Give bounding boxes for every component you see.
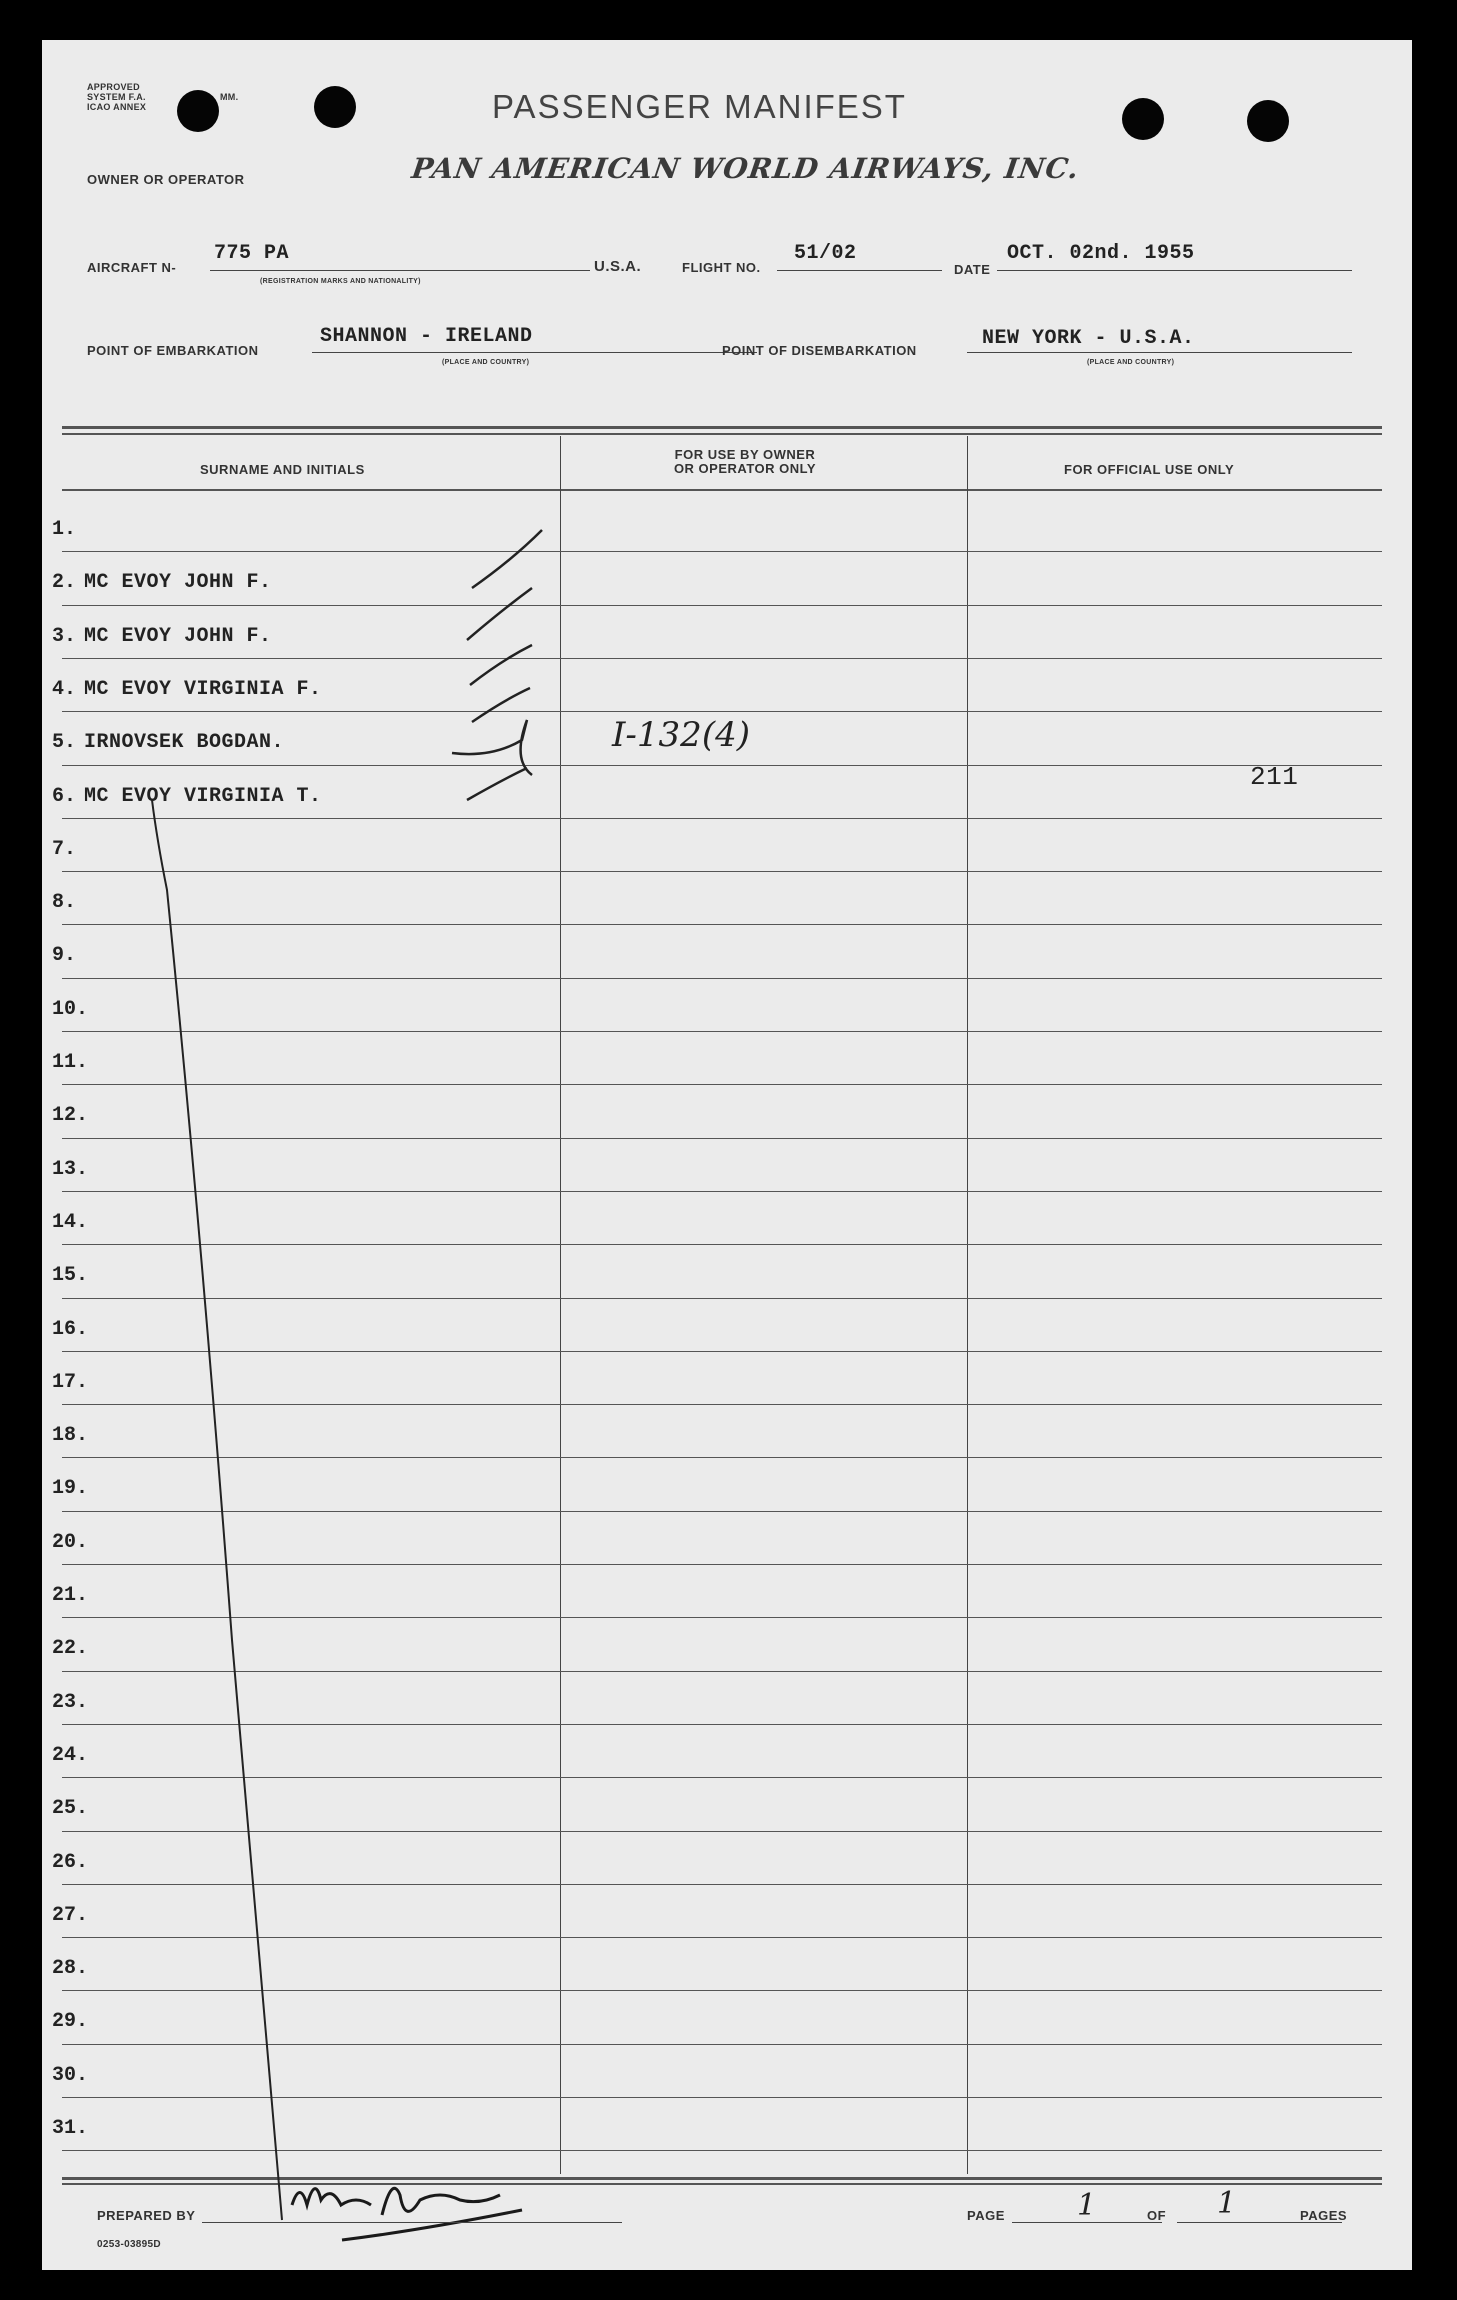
row-number: 23. (52, 1690, 89, 1714)
country-label: U.S.A. (594, 258, 642, 275)
date-value: OCT. 02nd. 1955 (1007, 242, 1195, 265)
row-number: 16. (52, 1317, 89, 1341)
approval-line-1: APPROVED (87, 82, 140, 92)
row-number: 9. (52, 944, 77, 968)
flight-value: 51/02 (794, 242, 857, 265)
check-mark (470, 645, 532, 685)
pen-line (152, 800, 282, 2220)
row-number: 12. (52, 1104, 89, 1128)
manifest-sheet (42, 40, 1412, 2270)
owner-use-line-2: OR OPERATOR ONLY (673, 461, 817, 476)
passenger-name: MC EVOY JOHN F. (84, 571, 272, 595)
date-label: DATE (954, 262, 991, 277)
prepared-by-underline (202, 2222, 622, 2223)
row-number: 14. (52, 1210, 89, 1234)
embarkation-sublabel: (PLACE AND COUNTRY) (442, 359, 530, 366)
row-number: 28. (52, 1957, 89, 1981)
owner-note-handwritten: I-132(4) (612, 715, 750, 755)
disembarkation-label: POINT OF DISEMBARKATION (722, 343, 917, 358)
row-number: 20. (52, 1530, 89, 1554)
row-number: 8. (52, 891, 77, 915)
owner-use-line-1: FOR USE BY OWNER (674, 447, 816, 462)
row-number: 30. (52, 2063, 89, 2087)
aircraft-sublabel: (REGISTRATION MARKS AND NATIONALITY) (260, 278, 421, 285)
official-note: 211 (1250, 762, 1299, 792)
approval-line-3: ICAO ANNEX (87, 102, 147, 112)
form-code: 0253-03895D (97, 2239, 161, 2250)
check-mark (452, 720, 532, 775)
row-number: 4. (52, 677, 77, 701)
row-number: 3. (52, 624, 77, 648)
row-number: 5. (52, 731, 77, 755)
row-number: 25. (52, 1797, 89, 1821)
check-mark (472, 688, 530, 722)
row-number: 29. (52, 2010, 89, 2034)
flight-label: FLIGHT NO. (682, 260, 761, 275)
disembarkation-sublabel: (PLACE AND COUNTRY) (1087, 359, 1175, 366)
passenger-name: MC EVOY JOHN F. (84, 624, 272, 648)
row-number: 26. (52, 1850, 89, 1874)
aircraft-label: AIRCRAFT N- (87, 260, 177, 275)
column-header-surname: SURNAME AND INITIALS (200, 462, 365, 477)
aircraft-value: 775 PA (214, 242, 290, 265)
page-label: PAGE (967, 2208, 1005, 2223)
row-number: 13. (52, 1157, 89, 1181)
row-number: 7. (52, 837, 77, 861)
signature (292, 2188, 522, 2240)
row-number: 10. (52, 997, 89, 1021)
owner-label: OWNER OR OPERATOR (87, 172, 245, 187)
row-number: 22. (52, 1637, 89, 1661)
row-number: 24. (52, 1743, 89, 1767)
pages-label: PAGES (1300, 2208, 1348, 2223)
column-header-official: FOR OFFICIAL USE ONLY (1064, 462, 1235, 477)
row-number: 19. (52, 1477, 89, 1501)
row-number: 18. (52, 1424, 89, 1448)
embarkation-label: POINT OF EMBARKATION (87, 343, 259, 358)
prepared-by-label: PREPARED BY (97, 2208, 196, 2223)
row-number: 27. (52, 1903, 89, 1927)
page-underline (1012, 2222, 1162, 2223)
row-number: 11. (52, 1051, 89, 1074)
row-number: 21. (52, 1584, 89, 1607)
check-mark (467, 588, 532, 640)
of-label: OF (1147, 2208, 1167, 2223)
row-number: 1. (52, 518, 77, 541)
passenger-name: IRNOVSEK BOGDAN. (84, 731, 285, 755)
embarkation-value: SHANNON - IRELAND (320, 325, 533, 348)
check-mark (467, 768, 527, 800)
passenger-name: MC EVOY VIRGINIA T. (84, 784, 322, 808)
passenger-name: MC EVOY VIRGINIA F. (84, 677, 322, 701)
page-value: 1 (1077, 2188, 1097, 2223)
disembarkation-value: NEW YORK - U.S.A. (982, 327, 1195, 350)
approval-suffix: MM. (220, 92, 239, 102)
owner-name: PAN AMERICAN WORLD AIRWAYS, INC. (409, 152, 1082, 185)
form-title: PASSENGER MANIFEST (492, 88, 907, 125)
row-number: 17. (52, 1370, 89, 1394)
row-number: 31. (52, 2117, 89, 2140)
handwritten-marks (42, 40, 1412, 2270)
row-number: 2. (52, 571, 77, 595)
row-number: 6. (52, 784, 77, 808)
row-number: 15. (52, 1264, 89, 1288)
of-value: 1 (1217, 2186, 1237, 2221)
check-mark (472, 530, 542, 588)
approval-line-2: SYSTEM F.A. (87, 92, 146, 102)
